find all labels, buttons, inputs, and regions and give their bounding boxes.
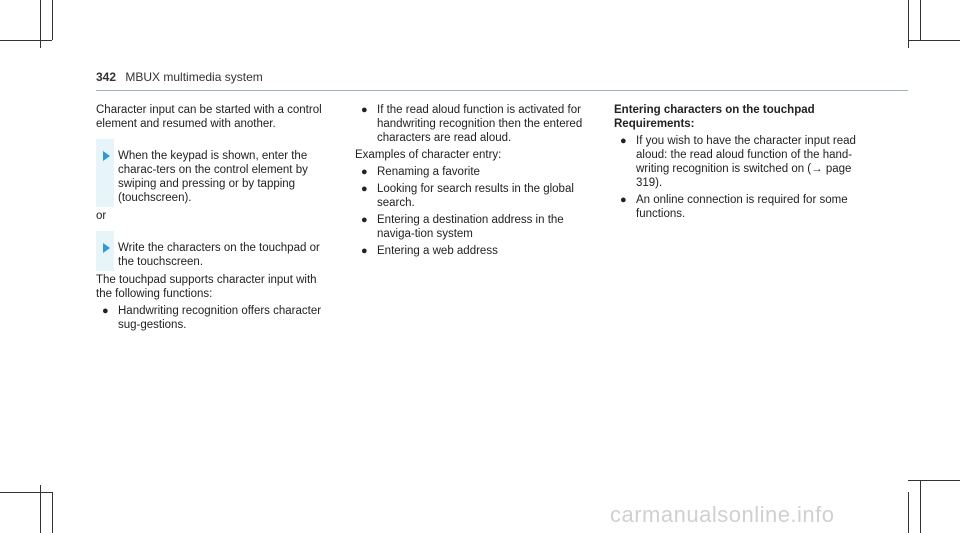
- bullet-list: [96, 304, 331, 332]
- list-item: ● Renaming a favorite: [361, 166, 480, 178]
- examples-list: [355, 165, 595, 258]
- supports-text: The touchpad supports character input with the following functions:: [96, 274, 317, 300]
- crop-mark: [920, 480, 921, 533]
- bullet-icon: ●: [361, 166, 368, 178]
- crop-mark: [908, 492, 909, 533]
- step-text: Write the characters on the touchpad or the touchscreen.: [118, 242, 320, 268]
- page-number: 342: [96, 70, 117, 84]
- list-item: ● Entering a web address: [361, 245, 498, 257]
- bullet-icon: ●: [102, 305, 109, 317]
- requirements-heading: Requirements:: [614, 118, 695, 130]
- instruction-step: [96, 149, 331, 205]
- intro-text: Character input can be started with a control element and resumed with another.: [96, 104, 322, 130]
- column-right: [614, 103, 864, 224]
- watermark: carmanualsonline.info: [610, 502, 835, 527]
- step-text: When the keypad is shown, enter the charac-ters on the control element by swiping and pressing or by tapping (touchscreen).: [118, 150, 308, 204]
- list-item: ● Handwriting recognition offers character sug-gestions.: [102, 305, 322, 331]
- list-item: ● Entering a destination address in the naviga-tion system: [361, 214, 564, 240]
- bullet-icon: ●: [361, 214, 368, 226]
- bullet-icon: ●: [620, 194, 627, 206]
- or-text: or: [96, 210, 107, 222]
- section-title: MBUX multimedia system: [125, 70, 263, 84]
- crop-mark: [52, 0, 53, 40]
- crop-mark: [0, 492, 52, 493]
- bullet-icon: ●: [361, 245, 368, 257]
- crop-mark: [908, 480, 960, 481]
- bullet-list: [355, 103, 595, 145]
- step-marker: [96, 139, 114, 207]
- instruction-step: [96, 241, 331, 269]
- list-item: ● If the read aloud function is activated for handwriting recognition then the entered characters are read aloud.: [361, 104, 583, 144]
- crop-mark: [908, 40, 960, 41]
- column-middle: [355, 103, 595, 261]
- crop-mark: [920, 0, 921, 40]
- column-left: [96, 103, 331, 335]
- crop-mark: [0, 40, 52, 41]
- crop-mark: [52, 492, 53, 533]
- requirements-list: [614, 134, 864, 221]
- bullet-icon: ●: [361, 104, 368, 116]
- header-rule: [96, 90, 908, 91]
- arrow-right-icon: [103, 151, 110, 161]
- arrow-right-icon: [103, 243, 110, 253]
- list-item: ● Looking for search results in the global search.: [361, 183, 574, 209]
- examples-label: Examples of character entry:: [355, 149, 502, 161]
- page-header: [96, 70, 263, 84]
- list-item: ● If you wish to have the character input read aloud: the read aloud function of the hand-writing recognition is switched on (→ page 319).: [620, 135, 856, 189]
- section-heading: Entering characters on the touchpad: [614, 104, 815, 116]
- bullet-icon: ●: [361, 183, 368, 195]
- bullet-icon: ●: [620, 135, 627, 147]
- list-item: ● An online connection is required for some functions.: [620, 194, 848, 220]
